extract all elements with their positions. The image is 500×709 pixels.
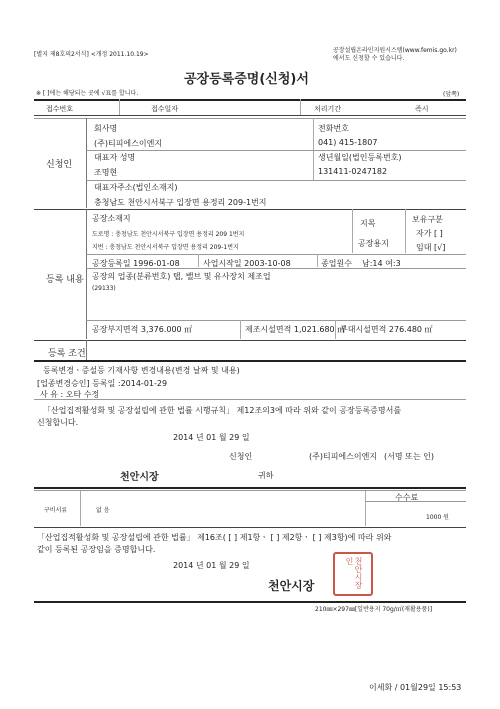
applicant-section-label: 신청인 [46,160,73,170]
lease-option: 임대 [√] [416,243,446,252]
phone-value: 041) 415-1807 [318,138,378,147]
page-side: (앞쪽) [443,91,460,98]
certification-date: 2014 년 01 월 29 일 [173,561,250,570]
processing-period-value: 즉시 [415,105,429,113]
fee-value: 1000 원 [426,514,449,521]
change-entry-1: [업종변경승인] 등록일 :2014-01-29 [37,379,168,388]
recipient-name: 천안시장 [120,472,159,483]
changes-heading: 등록변경ㆍ증설등 기재사항 변경내용(변경 날짜 및 내용) [43,366,240,375]
phone-label: 전화번호 [318,124,349,133]
employees-label: 종업원수 [321,259,352,268]
declaration-date: 2014 년 01 월 29 일 [173,433,250,442]
required-docs-label: 구비서류 [44,507,68,514]
document-title: 공장등록증명(신청)서 [184,72,309,87]
check-note: ※ [ ]에는 해당되는 곳에 √표를 합니다. [36,90,139,97]
conditions-label: 등록 조건 [48,349,86,359]
declaration-text-2: 신청합니다. [37,418,79,427]
receipt-date-label: 접수일자 [151,105,179,113]
registration-section-label: 등록 내용 [46,275,84,285]
fee-label: 수수료 [395,493,419,502]
company-name-label: 회사명 [94,124,118,133]
applicant-sign-label: 신청인 [229,452,253,461]
business-start-date: 사업시작일 2003-10-08 [203,259,291,268]
lot-address: 지번 : 충청남도 천안시서북구 입장면 용정리 209-1번지 [92,244,239,251]
required-docs-value: 없 음 [96,507,110,514]
declaration-text-1: 「산업집적활성화 및 공장설립에 관한 법률 시행규칙」 제12조의3에 따라 위와 같이 공장등록증명서를 [43,406,402,415]
official-seal [333,552,373,596]
industry-type: 공장의 업종(분류번호) 탭, 밸브 및 유사장치 제조업 [92,272,271,281]
sign-note: (서명 또는 인) [384,452,434,461]
source-line-1: 공장설립온라인지원시스템(www.femis.go.kr) [333,47,457,54]
representative-label: 대표자 성명 [94,153,136,162]
seal-text: 천안시장인 [345,557,363,589]
industry-code: (29133) [92,285,116,292]
applicant-sign-value: (주)티피에스이엔지 [309,452,378,461]
recipient-honorific: 귀하 [258,471,274,480]
form-number: [별지 제8호의2서식] <개정 2011.10.19> [34,51,149,58]
registration-date: 공장등록일 1996-01-08 [92,259,180,268]
paper-spec: 210㎜×297㎜[일반용지 70g/㎡(재활용품)] [315,606,433,613]
road-address: 도로명 : 충청남도 천안시서북구 입장면 용정리 209 1번지 [92,231,245,238]
company-name-value: (주)티피에스이엔지 [94,139,163,148]
birth-reg-label: 생년월일(법인등록번호) [318,153,402,162]
issuer-name: 천안시장 [268,579,315,593]
processing-period-label: 처리기간 [314,105,342,113]
site-area: 공장부지면적 3,376.000 ㎡ [92,325,193,334]
address-label: 대표자주소(법인소재지) [94,183,178,192]
address-value: 충청남도 천안시서북구 입장면 용정리 209-1번지 [94,198,267,207]
receipt-number-label: 접수번호 [46,105,74,113]
print-footer: 이세화 / 01월29일 15:53 [369,683,462,692]
factory-location-label: 공장소재지 [92,214,131,223]
birth-reg-value: 131411-0247182 [318,167,388,176]
certification-text-2: 같이 등록된 공장임을 증명합니다. [37,545,156,554]
change-entry-2: 사 유 : 오타 수정 [40,390,100,399]
land-type-label: 공장용지 [358,239,389,248]
own-option: 자가 [ ] [416,229,443,238]
certification-text-1: 「산업집적활성화 및 공장설립에 관한 법률」 제16조( [ ] 제1항ㆍ [ ] 제2항ㆍ [ ] 제3항)에 따라 위와 [37,533,392,542]
source-line-2: 에서도 신청할 수 있습니다. [333,55,405,62]
zone-label: 지목 [360,219,376,228]
employees-value: 남:14 여:3 [362,259,401,268]
manufacturing-area: 제조시설면적 1,021.680 ㎡ [245,325,346,334]
auxiliary-area: 부대시설면적 276.480 ㎡ [340,325,433,334]
representative-value: 조명현 [94,168,118,177]
ownership-label: 보유구분 [412,215,443,224]
